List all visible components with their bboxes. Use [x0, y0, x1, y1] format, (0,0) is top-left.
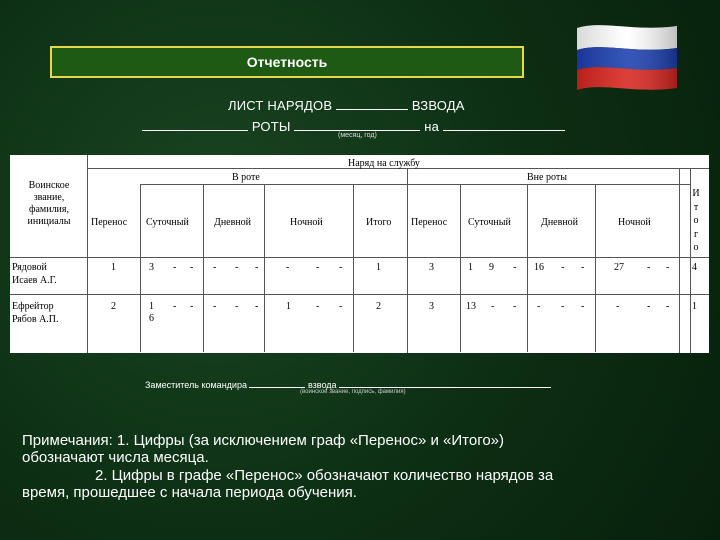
row-name: Рядовой	[12, 262, 47, 273]
note-line: время, прошедшее с начала периода обучения.	[22, 483, 357, 501]
row-name: Исаев А.Г.	[12, 275, 57, 286]
signature-label: Заместитель командира	[145, 380, 247, 390]
cell-out-daily: -	[513, 301, 517, 312]
cell-out-day: -	[561, 301, 565, 312]
on-label: на	[424, 119, 439, 134]
cell-total: 1	[376, 262, 381, 273]
cell-day: -	[213, 301, 217, 312]
month-hint: (месяц, год)	[338, 132, 377, 139]
cell-night: -	[316, 262, 320, 273]
cell-night: -	[316, 301, 320, 312]
cell-grand-total: 1	[692, 301, 697, 312]
name-column-header: Воинское звание, фамилия, инициалы	[27, 180, 71, 227]
cell-out-day: -	[581, 301, 585, 312]
cell-total: 2	[376, 301, 381, 312]
group-outside-header: Вне роты	[527, 172, 567, 183]
cell-grand-total: 4	[692, 262, 697, 273]
col-daily: Суточный	[146, 217, 189, 228]
cell-out-carry: 3	[429, 262, 434, 273]
page-title-text: Отчетность	[246, 54, 328, 70]
cell-night: -	[339, 301, 343, 312]
cell-day: -	[255, 262, 259, 273]
note-line: Примечания: 1. Цифры (за исключением граф «Перенос» и «Итого»)	[22, 432, 505, 449]
cell-daily: -	[173, 262, 177, 273]
col-out-carry: Перенос	[411, 217, 448, 228]
cell-out-daily: -	[491, 301, 495, 312]
month-blank	[294, 118, 420, 131]
cell-night: -	[286, 262, 290, 273]
signature-suffix: взвода	[307, 380, 337, 390]
signature-blank	[339, 378, 551, 388]
cell-day: -	[235, 301, 239, 312]
document-heading-line1	[228, 97, 465, 113]
col-day: Дневной	[214, 217, 252, 228]
col-grand-total: И т о г о	[692, 188, 700, 253]
heading-label: ЛИСТ НАРЯДОВ	[228, 98, 333, 113]
cell-out-day: -	[537, 301, 541, 312]
company-label: РОТЫ	[251, 119, 291, 134]
row-name: Ефрейтор	[12, 301, 54, 312]
notes	[22, 432, 712, 501]
cell-carry: 2	[111, 301, 116, 312]
cell-daily: 3	[149, 262, 154, 273]
platoon-blank	[336, 97, 408, 110]
cell-daily: -	[190, 301, 194, 312]
group-company-header: В роте	[232, 172, 260, 183]
cell-daily: -	[173, 301, 177, 312]
cell-out-carry: 3	[429, 301, 434, 312]
col-out-daily: Суточный	[468, 217, 511, 228]
cell-out-day: -	[561, 262, 565, 273]
cell-out-night: -	[616, 301, 620, 312]
duty-table	[10, 155, 709, 353]
col-total: Итого	[366, 217, 392, 228]
cell-out-daily: -	[513, 262, 517, 273]
cell-out-daily: 13	[466, 301, 476, 312]
col-night: Ночной	[290, 217, 323, 228]
signature-blank	[249, 378, 305, 388]
cell-out-night: 27	[614, 262, 624, 273]
date-blank	[443, 118, 565, 131]
row-name: Рябов А.П.	[12, 314, 59, 325]
cell-out-daily: 9	[489, 262, 494, 273]
cell-out-day: -	[581, 262, 585, 273]
note-line: 2. Цифры в графе «Перенос» обозначают количество нарядов за	[95, 466, 554, 484]
cell-day: -	[255, 301, 259, 312]
col-carry: Перенос	[91, 217, 128, 228]
cell-out-night: -	[647, 301, 651, 312]
cell-day: -	[235, 262, 239, 273]
cell-daily: -	[190, 262, 194, 273]
cell-out-day: 16	[534, 262, 544, 273]
note-line: обозначают числа месяца.	[22, 449, 209, 467]
company-blank	[142, 118, 248, 131]
cell-night: -	[339, 262, 343, 273]
cell-night: 1	[286, 301, 291, 312]
signature-hint: (воинское звание, подпись, фамилия)	[300, 389, 406, 395]
cell-out-night: -	[666, 262, 670, 273]
page-title	[50, 46, 524, 78]
cell-daily: 1 6	[149, 301, 154, 324]
table-top-header: Наряд на службу	[348, 158, 420, 169]
col-out-day: Дневной	[541, 217, 579, 228]
cell-out-night: -	[647, 262, 651, 273]
cell-out-daily: 1	[468, 262, 473, 273]
cell-carry: 1	[111, 262, 116, 273]
cell-out-night: -	[666, 301, 670, 312]
heading-suffix: ВЗВОДА	[411, 98, 465, 113]
col-out-night: Ночной	[618, 217, 651, 228]
cell-day: -	[213, 262, 217, 273]
russian-flag-icon	[573, 20, 681, 92]
